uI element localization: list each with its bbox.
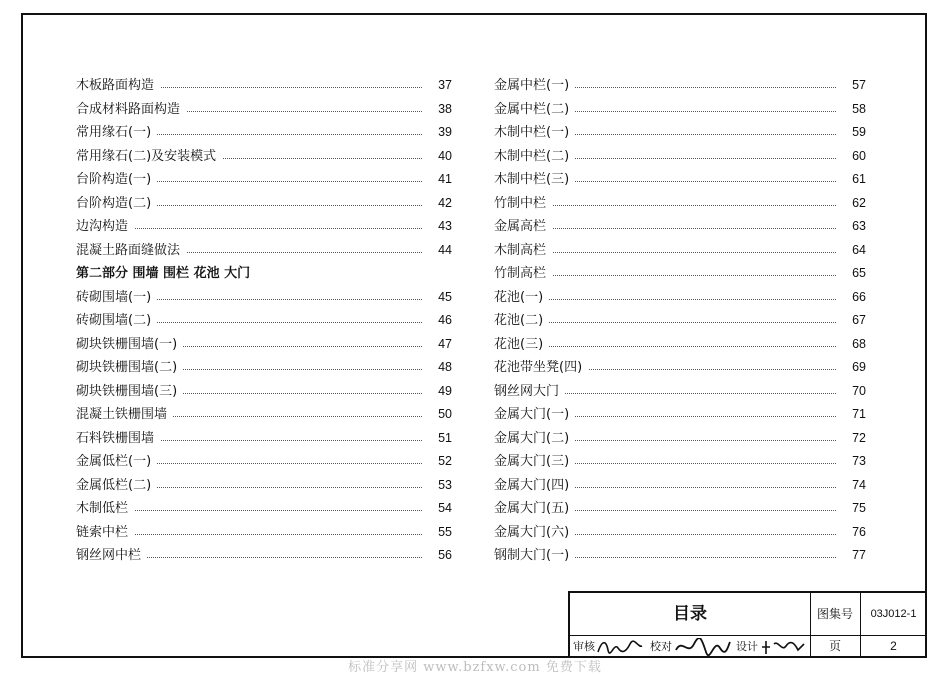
toc-entry-page: 62 <box>852 195 866 210</box>
check-label: 校对 <box>650 640 672 653</box>
toc-entry <box>76 215 452 239</box>
toc-entry-page: 75 <box>852 501 866 515</box>
toc-entry <box>76 145 452 169</box>
designer-signature <box>760 638 806 656</box>
toc-entry <box>494 427 866 451</box>
toc-entry-title: 砌块铁栅围墙(三) <box>76 380 183 404</box>
toc-entry <box>494 145 866 169</box>
toc-entry <box>76 192 452 216</box>
toc-entry <box>494 521 866 545</box>
design-label: 设计 <box>736 640 758 653</box>
toc-entry-title: 金属中栏(一) <box>494 74 575 98</box>
toc-entry-title: 砖砌围墙(一) <box>76 286 157 310</box>
toc-entry-page: 43 <box>438 219 452 233</box>
toc-entry-page: 66 <box>852 289 866 304</box>
review-label: 审核 <box>573 640 595 653</box>
title-block <box>568 591 927 658</box>
toc-entry-title: 边沟构造 <box>76 215 134 239</box>
toc-entry <box>76 121 452 145</box>
toc-entry-title: 第二部分 围墙 围栏 花池 大门 <box>76 262 256 286</box>
toc-entry-title: 金属低栏(一) <box>76 450 157 474</box>
toc-right-column <box>494 74 866 568</box>
toc-entry <box>76 239 452 263</box>
toc-entry <box>76 333 452 357</box>
toc-entry <box>76 427 452 451</box>
toc-entry-title: 木制低栏 <box>76 497 134 521</box>
toc-entry <box>494 121 866 145</box>
toc-entry <box>494 215 866 239</box>
toc-entry <box>494 333 866 357</box>
toc-entry-page: 57 <box>852 78 866 92</box>
toc-entry-page: 46 <box>438 313 452 327</box>
toc-entry-title: 金属大门(二) <box>494 427 575 451</box>
toc-entry-title: 竹制中栏 <box>494 192 552 216</box>
toc-entry-title: 木制中栏(二) <box>494 145 575 169</box>
reviewer-signature <box>596 638 644 656</box>
toc-entry <box>76 474 452 498</box>
toc-entry-page: 58 <box>852 101 866 116</box>
toc-entry-page: 41 <box>438 172 452 186</box>
toc-entry-title: 花池(一) <box>494 286 549 310</box>
page-number: 2 <box>890 639 897 653</box>
toc-entry <box>494 262 866 286</box>
toc-entry-page: 44 <box>438 242 452 257</box>
toc-entry <box>494 286 866 310</box>
toc-entry-page: 49 <box>438 383 452 398</box>
toc-entry-title: 花池带坐凳(四) <box>494 356 588 380</box>
toc-entry-title: 常用缘石(一) <box>76 121 157 145</box>
toc-entry-page: 56 <box>438 548 452 562</box>
toc-entry-page: 72 <box>852 430 866 445</box>
toc-entry-title: 常用缘石(二)及安装模式 <box>76 145 222 169</box>
toc-entry-page: 37 <box>438 78 452 92</box>
drawing-title: 目录 <box>570 593 811 636</box>
page-label: 页 <box>810 635 861 658</box>
toc-entry <box>76 309 452 333</box>
toc-entry-title: 金属低栏(二) <box>76 474 157 498</box>
toc-entry-page: 63 <box>852 219 866 233</box>
toc-entry <box>76 98 452 122</box>
toc-entry-title: 木制中栏(一) <box>494 121 575 145</box>
toc-entry-page: 48 <box>438 360 452 374</box>
toc-entry <box>76 450 452 474</box>
toc-entry-page: 53 <box>438 477 452 492</box>
toc-entry-page: 47 <box>438 336 452 351</box>
toc-entry <box>494 544 866 568</box>
toc-entry <box>494 497 866 521</box>
toc-entry-page: 61 <box>852 172 866 186</box>
toc-entry-title: 台阶构造(二) <box>76 192 157 216</box>
toc-entry <box>494 74 866 98</box>
toc-entry-title: 砖砌围墙(二) <box>76 309 157 333</box>
toc-entry-title: 砌块铁栅围墙(二) <box>76 356 183 380</box>
toc-entry-page: 69 <box>852 360 866 374</box>
toc-entry-title: 合成材料路面构造 <box>76 98 186 122</box>
toc-entry <box>76 168 452 192</box>
toc-entry-title: 金属大门(一) <box>494 403 575 427</box>
toc-entry-title: 金属高栏 <box>494 215 552 239</box>
toc-entry-title: 金属大门(三) <box>494 450 575 474</box>
toc-entry <box>76 356 452 380</box>
toc-entry-page: 40 <box>438 148 452 163</box>
toc-entry <box>494 192 866 216</box>
toc-entry-title: 石料铁栅围墙 <box>76 427 160 451</box>
toc-entry <box>494 403 866 427</box>
toc-entry-page: 65 <box>852 266 866 280</box>
checker-signature <box>674 638 732 656</box>
toc-entry-page: 70 <box>852 383 866 398</box>
toc-entry-title: 花池(三) <box>494 333 549 357</box>
toc-entry <box>494 168 866 192</box>
toc-entry <box>76 521 452 545</box>
toc-entry <box>76 403 452 427</box>
toc-entry-page: 54 <box>438 501 452 515</box>
toc-entry <box>76 497 452 521</box>
toc-left-column <box>76 74 452 568</box>
toc-entry-title: 木制中栏(三) <box>494 168 575 192</box>
toc-entry-title: 台阶构造(一) <box>76 168 157 192</box>
toc-entry-page: 52 <box>438 454 452 468</box>
toc-entry-page: 59 <box>852 125 866 139</box>
toc-entry <box>494 98 866 122</box>
signature-row <box>570 635 811 658</box>
toc-entry-page: 74 <box>852 477 866 492</box>
toc-entry-title: 金属大门(四) <box>494 474 575 498</box>
toc-entry <box>76 74 452 98</box>
toc-entry-title: 混凝土路面缝做法 <box>76 239 186 263</box>
toc-entry-title: 花池(二) <box>494 309 549 333</box>
toc-entry-page: 55 <box>438 524 452 539</box>
toc-entry-title: 钢丝网中栏 <box>76 544 147 568</box>
toc-entry-page: 67 <box>852 313 866 327</box>
toc-entry-title: 金属大门(五) <box>494 497 575 521</box>
watermark-text: 标准分享网 www.bzfxw.com 免费下载 <box>348 660 602 675</box>
toc-entry-page: 50 <box>438 407 452 421</box>
toc-entry-page: 76 <box>852 524 866 539</box>
toc-entry-page: 45 <box>438 289 452 304</box>
toc-entry-title: 钢制大门(一) <box>494 544 575 568</box>
toc-entry-page: 39 <box>438 125 452 139</box>
atlas-number-value: 03J012-1 <box>860 593 927 636</box>
toc-entry <box>494 239 866 263</box>
toc-entry-title: 金属大门(六) <box>494 521 575 545</box>
toc-section-heading <box>76 262 452 286</box>
toc-entry-title: 金属中栏(二) <box>494 98 575 122</box>
atlas-number-label: 图集号 <box>810 593 861 636</box>
toc-entry-page: 71 <box>852 407 866 421</box>
toc-entry <box>494 309 866 333</box>
toc-entry-title: 混凝土铁栅围墙 <box>76 403 173 427</box>
toc-entry-title: 竹制高栏 <box>494 262 552 286</box>
toc-entry <box>494 356 866 380</box>
toc-entry <box>76 286 452 310</box>
toc-entry-title: 木制高栏 <box>494 239 552 263</box>
toc-entry <box>76 380 452 404</box>
toc-entry-title: 钢丝网大门 <box>494 380 565 404</box>
toc-entry <box>494 474 866 498</box>
toc-entry <box>494 450 866 474</box>
toc-entry-page: 77 <box>852 548 866 562</box>
toc-entry-page: 38 <box>438 101 452 116</box>
toc-entry-page: 68 <box>852 336 866 351</box>
toc-entry <box>494 380 866 404</box>
toc-entry-title: 砌块铁栅围墙(一) <box>76 333 183 357</box>
toc-entry-page: 73 <box>852 454 866 468</box>
toc-entry-title: 链索中栏 <box>76 521 134 545</box>
toc-entry-title: 木板路面构造 <box>76 74 160 98</box>
toc-entry-page: 51 <box>438 430 452 445</box>
toc-entry <box>76 544 452 568</box>
toc-entry-page: 42 <box>438 195 452 210</box>
toc-entry-page: 64 <box>852 242 866 257</box>
toc-entry-page: 60 <box>852 148 866 163</box>
